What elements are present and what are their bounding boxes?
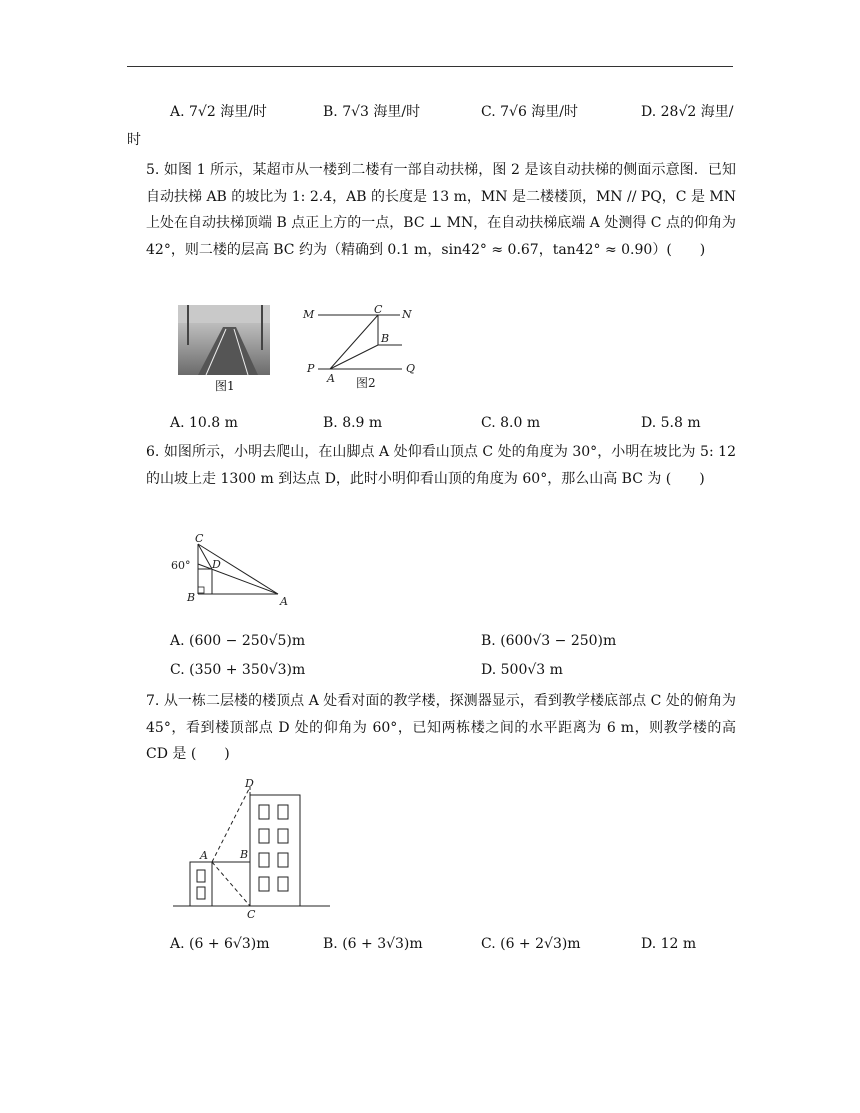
- q5-option-a[interactable]: A. 10.8 m: [170, 415, 238, 431]
- q5-option-d[interactable]: D. 5.8 m: [641, 415, 701, 431]
- q7-label-c: C: [247, 908, 256, 921]
- q5-figure-2: [300, 303, 440, 390]
- q7-label-b: B: [240, 848, 249, 861]
- q5-option-b[interactable]: B. 8.9 m: [323, 415, 383, 431]
- q4-option-a[interactable]: A. 7√2 海里/时: [170, 104, 267, 120]
- q5-label-q: Q: [406, 362, 416, 375]
- q5-option-c[interactable]: C. 8.0 m: [481, 415, 541, 431]
- q5-text: 5. 如图 1 所示，某超市从一楼到二楼有一部自动扶梯，图 2 是该自动扶梯的侧面示意图．已知自动扶梯 AB 的坡比为 1: 2.4，AB 的长度是 13 m，MN 是二楼楼顶，MN // PQ，C 是 MN 上处在自动扶梯顶端 B 点正上方的一点，BC ⊥ MN，在自动扶梯底端 A 处测得 C 点的仰角为 42°，则二楼的层高 BC 约为（精确到 0.1 m，sin42° ≈ 0.67，tan42° ≈ 0.90）( ): [146, 162, 736, 258]
- q5-label-b: B: [381, 332, 390, 345]
- q6-option-d[interactable]: D. 500√3 m: [481, 662, 563, 678]
- q7-label-a: A: [200, 849, 208, 862]
- header-rule: [127, 66, 733, 67]
- q5-label-c: C: [374, 303, 383, 316]
- q7-option-b[interactable]: B. (6 + 3√3)m: [323, 936, 423, 952]
- q4-option-d[interactable]: D. 28√2 海里/: [641, 104, 734, 120]
- escalator-photo-sketch: [178, 305, 270, 375]
- q4-option-b[interactable]: B. 7√3 海里/时: [323, 104, 421, 120]
- q7-text: 7. 从一栋二层楼的楼顶点 A 处看对面的教学楼，探测器显示，看到教学楼底部点 C 处的俯角为 45°，看到楼顶部点 D 处的仰角为 60°，已知两栋楼之间的水平距离为 6 m，则教学楼的高 CD 是 ( ): [146, 693, 736, 762]
- q4-option-d-wrap: 时: [127, 132, 141, 148]
- q7-option-c[interactable]: C. (6 + 2√3)m: [481, 936, 581, 952]
- q5-label-m: M: [303, 308, 315, 321]
- q6-text: 6. 如图所示，小明去爬山，在山脚点 A 处仰看山顶点 C 处的角度为 30°，小明在坡比为 5: 12 的山坡上走 1300 m 到达点 D，此时小明仰看山顶的角度为 60°，那么山高 BC 为 ( ): [146, 444, 736, 487]
- q6-label-c: C: [195, 532, 204, 545]
- q7-label-d: D: [245, 777, 254, 790]
- q7-option-d[interactable]: D. 12 m: [641, 936, 697, 952]
- q7-figure: [170, 775, 340, 925]
- q5-label-a: A: [327, 372, 335, 385]
- q6-option-c[interactable]: C. (350 + 350√3)m: [170, 662, 306, 678]
- q6-label-b: B: [187, 591, 196, 604]
- q6-label-d: D: [212, 558, 221, 571]
- q6-label-60: 60°: [171, 559, 191, 572]
- q7-option-a[interactable]: A. (6 + 6√3)m: [170, 936, 270, 952]
- q6-label-a: A: [280, 595, 288, 608]
- fig1-caption: 图1: [215, 379, 235, 393]
- escalator-photo: [178, 305, 270, 375]
- q4-option-c[interactable]: C. 7√6 海里/时: [481, 104, 579, 120]
- fig2-caption: 图2: [356, 376, 376, 390]
- q5-label-n: N: [402, 308, 412, 321]
- q6-option-a[interactable]: A. (600 − 250√5)m: [170, 633, 306, 649]
- q5-label-p: P: [307, 362, 315, 375]
- q6-figure: [170, 532, 300, 612]
- q6-option-b[interactable]: B. (600√3 − 250)m: [481, 633, 617, 649]
